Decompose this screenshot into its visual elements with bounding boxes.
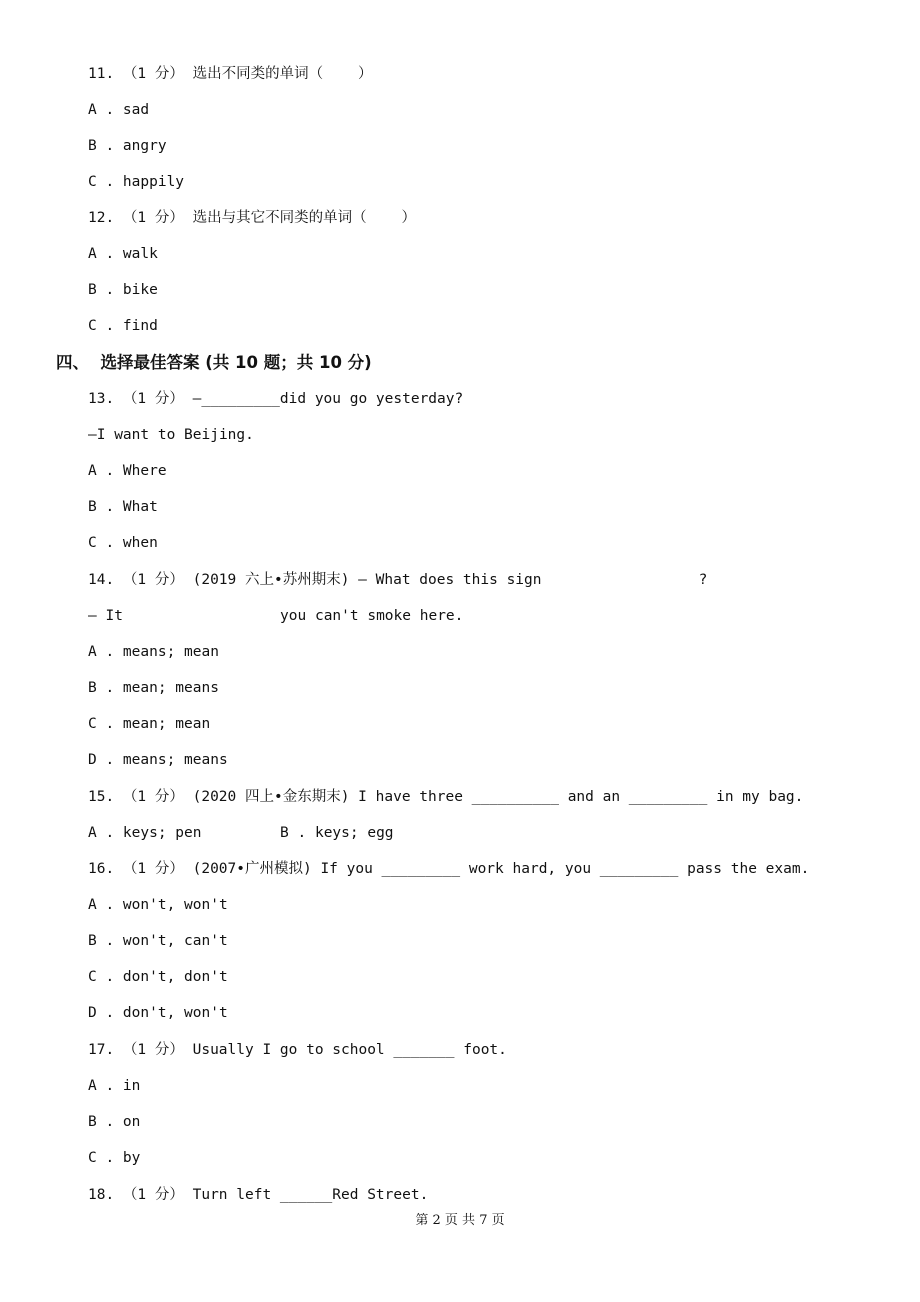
option-b: B . on	[88, 1114, 141, 1130]
question-stem: 13. （1 分） —_________did you go yesterday?	[88, 391, 464, 407]
question-stem: 15. （1 分） (2020 四上•金东期末) I have three __________ and an _________ in my bag.	[88, 789, 804, 805]
option-c: C . by	[88, 1150, 141, 1166]
option-a: A . means; mean	[88, 644, 219, 660]
option-d: D . don't, won't	[88, 1005, 228, 1021]
question-stem: 12. （1 分） 选出与其它不同类的单词（ ）	[88, 210, 417, 226]
option-c: C . find	[88, 318, 158, 334]
question-stem: 14. （1 分） (2019 六上•苏州期末) — What does this sign ?	[88, 572, 708, 588]
page-footer: 第 2 页 共 7 页	[415, 1213, 505, 1228]
question-stem: 18. （1 分） Turn left ______Red Street.	[88, 1187, 429, 1203]
option-c: C . when	[88, 535, 158, 551]
option-b: B . mean; means	[88, 680, 219, 696]
question-line-2: — It you can't smoke here.	[88, 608, 464, 624]
option-c: C . happily	[88, 174, 185, 190]
option-a: A . sad	[88, 102, 150, 118]
options-row: A . keys; pen B . keys; egg	[88, 825, 394, 841]
question-stem: 17. （1 分） Usually I go to school _______ foot.	[88, 1042, 507, 1058]
option-c: C . don't, don't	[88, 969, 228, 985]
section-heading: 四、 选择最佳答案 (共 10 题；共 10 分)	[56, 353, 372, 372]
question-stem: 11. （1 分） 选出不同类的单词（ ）	[88, 66, 373, 82]
option-a: A . won't, won't	[88, 897, 228, 913]
question-line-2: —I want to Beijing.	[88, 427, 254, 443]
option-a: A . Where	[88, 463, 167, 479]
option-d: D . means; means	[88, 752, 228, 768]
option-c: C . mean; mean	[88, 716, 211, 732]
option-b: B . won't, can't	[88, 933, 228, 949]
option-b: B . angry	[88, 138, 167, 154]
option-b: B . bike	[88, 282, 158, 298]
option-a: A . in	[88, 1078, 141, 1094]
option-a: A . walk	[88, 246, 158, 262]
question-stem: 16. （1 分） (2007•广州模拟) If you _________ work hard, you _________ pass the exam.	[88, 861, 810, 877]
option-b: B . What	[88, 499, 158, 515]
